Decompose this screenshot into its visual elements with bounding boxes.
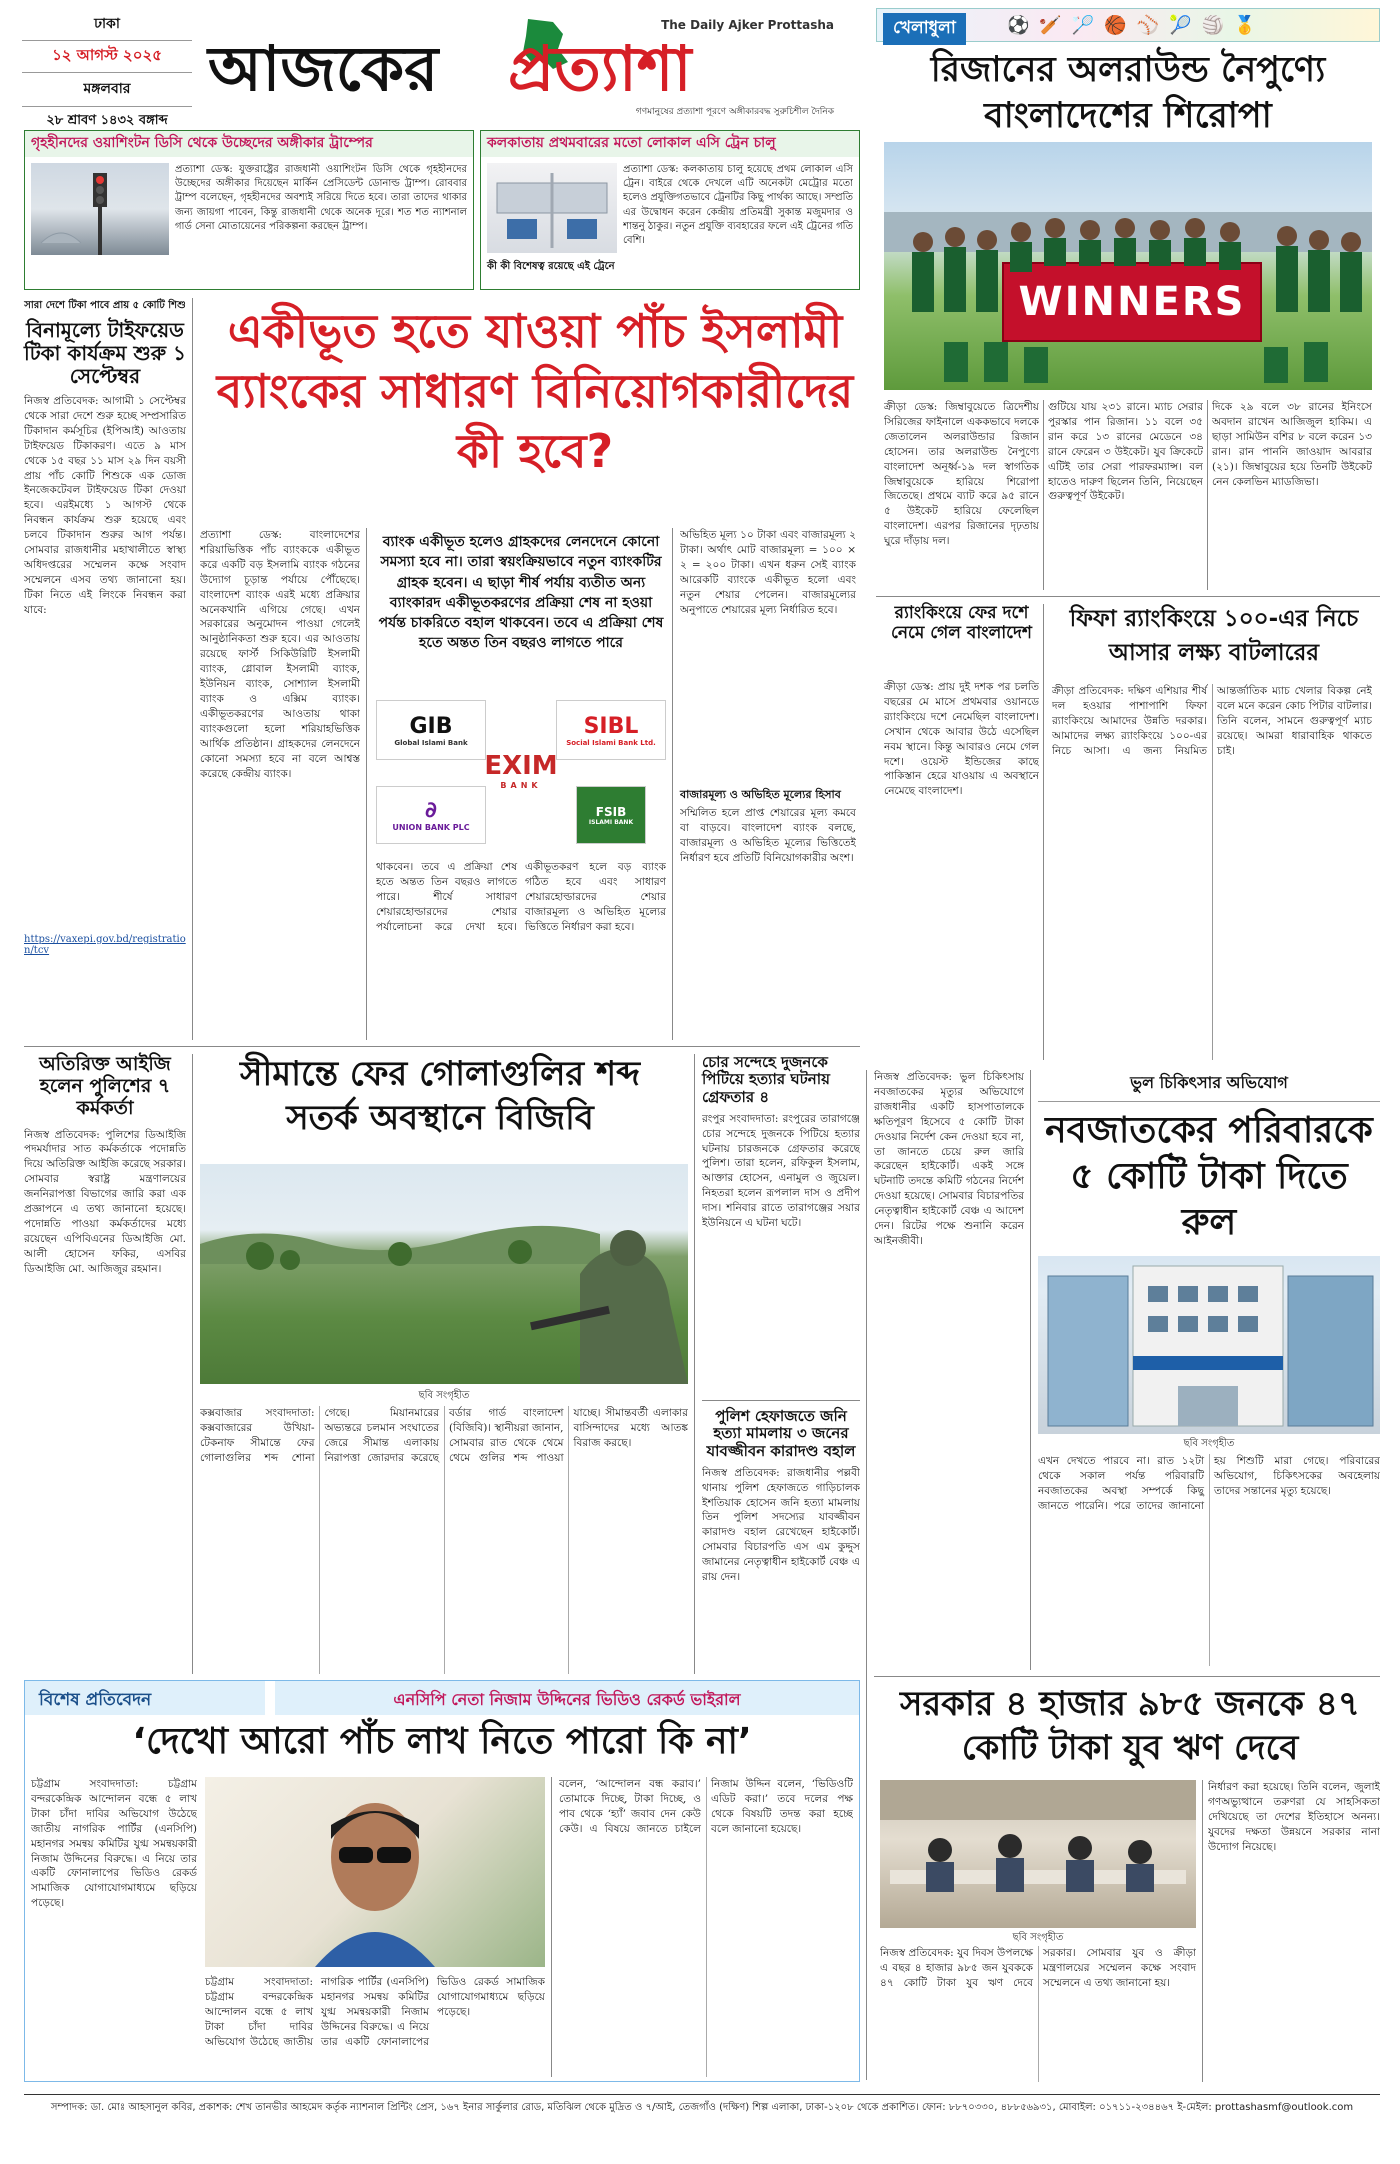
column-rule (1207, 400, 1208, 590)
column-rule (366, 528, 367, 1040)
fifa-headline-line2: আসার লক্ষ্য বাটলারের (1108, 640, 1320, 666)
vaccine-headline: বিনামূল্যে টাইফয়েড টিকা কার্যক্রম শুরু ১ সেপ্টেম্বর (24, 318, 186, 388)
masthead-logo (208, 14, 848, 117)
sports-headline: রিজানের অলরাউন্ড নৈপুণ্যে বাংলাদেশের শিরোপা (930, 50, 1326, 136)
column-rule (866, 1070, 867, 2080)
police-story (24, 1054, 186, 1674)
column-rule (672, 528, 673, 1040)
police-headline: অতিরিক্ত আইজি হলেন পুলিশের ৭ কর্মকর্তা (39, 1053, 171, 1119)
youth-loan-photo (880, 1780, 1196, 1928)
portrait-icon (205, 1777, 545, 1967)
youth-loan-caption: ছবি সংগৃহীত (1012, 1932, 1064, 1943)
soldier-and-field-icon (200, 1164, 688, 1384)
traffic-light-icon (31, 163, 169, 255)
section-rule (702, 1400, 860, 1401)
fifa-headline-line1: ফিফা র‍্যাংকিংয়ে ১০০-এর নিচে (1069, 606, 1359, 632)
dateline-english-date: ১২ আগস্ট ২০২৫ (22, 40, 192, 73)
sports-body-col1: ক্রীড়া ডেস্ক: জিম্বাবুয়েতে ত্রিদেশীয় সিরিজের ফাইনালে এককভাবে দলকে জেতালেন অলরাউন্ডার রিজান হোসেন। তার অলরাউন্ড নৈপুণ্যে বাংলাদেশ অনূর্ধ্ব-১৯ দল স্বাগতিক জিম্বাবুয়েকে হারিয়ে শিরোপা জিতেছে। প্রথমে ব্যাট করে ৯৫ রানে ৫ উইকেট হারিয়ে ফেলেছিল বাংলাদেশ। এরপর রিজানের দৃঢ়তায় ঘুরে দাঁড়ায় দল। (884, 401, 1039, 548)
column-rule (192, 298, 193, 1040)
section-rule (876, 596, 1380, 597)
treatment-story-left-col (874, 1070, 1024, 1670)
top-mid-story (480, 130, 860, 290)
youth-loan-body-right: নির্ধারণ করা হয়েছে। তিনি বলেন, জুলাই গণঅভ্যুত্থানে তরুণরা যে সাহসিকতা দেখিয়েছে তা দেশের ইতিহাসে অনন্য। যুবদের দক্ষতা উন্নয়নে সরকার নানা উদ্যোগ নিয়েছে। (1208, 1781, 1380, 1853)
top-mid-story-subhead: কী কী বিশেষত্ব রয়েছে এই ট্রেনে (487, 261, 615, 272)
union-bank-emblem-icon: ∂ (425, 798, 437, 823)
top-left-story-body: প্রত্যাশা ডেস্ক: যুক্তরাষ্ট্রের রাজধানী ওয়াশিংটন ডিসি থেকে গৃহহীনদের উচ্ছেদের অঙ্গীকার দিয়েছেন মার্কিন প্রেসিডেন্ট ডোনাল্ড ট্রাম্প। রোববার ট্রাম্প বলেছেন, গৃহহীনদের অবশ্যই সরিয়ে দিতে হবে। তারা তাদের থাকার জন্য জায়গা পাবেন, কিন্তু রাজধানী থেকে অনেক দূরে। শত শত ন্যাশনাল গার্ড সেনা মোতায়েনের পরিকল্পনা করছেন ট্রাম্প। (175, 164, 467, 232)
column-rule (1043, 400, 1044, 590)
vaccine-story (24, 298, 186, 1040)
sports-section (876, 8, 1380, 1068)
dateline-box (22, 12, 192, 128)
youth-loan-headline: সরকার ৪ হাজার ৯৮৫ জনকে ৪৭ কোটি টাকা যুব ঋণ দেবে (900, 1684, 1360, 1769)
hospital-photo (1038, 1256, 1380, 1434)
union-bank-logo (376, 786, 486, 844)
sibl-logo-subtext: Social Islami Bank Ltd. (566, 738, 656, 747)
masthead-title-prottasha: প্রত্যাশা (508, 32, 692, 105)
footer-rule (24, 2094, 1380, 2095)
sports-body-col3: দিকে ২৯ বলে ৩৮ রানের ইনিংসে অবদান রাখেন আজিজুল হাকিম। এ ছাড়া সামিউন বশির ৮ বলে করেন ১৩ রান। রান পাননি জাওয়াদ আবরার (২১)। জিম্বাবুয়ের হয়ে তিনটি উইকেট নেন কেলভিন ম্যাডজিভা। (1212, 401, 1372, 488)
youth-loan-body-left: নিজস্ব প্রতিবেদক: যুব দিবস উপলক্ষে এ বছর ৪ হাজার ৯৮৫ জন যুবককে ৪৭ কোটি টাকা যুব ঋণ দেবে সরকার। সোমবার যুব ও ক্রীড়া মন্ত্রণালয়ের সম্মেলন কক্ষে সংবাদ সম্মেলনে এ তথ্য জানানো হয়। (880, 1947, 1196, 1989)
players-group (884, 142, 1372, 390)
column-rule (192, 1054, 193, 1674)
top-mid-story-body: প্রত্যাশা ডেস্ক: কলকাতায় চালু হয়েছে প্রথম লোকাল এসি ট্রেন। বাইরে থেকে দেখলে এটি অনেকটা মেট্রোর মতো হলেও প্রযুক্তিগতভাবে ট্রেনটির কিছু পার্থক্য আছে। সম্প্রতি এর উদ্বোধন করেন কেন্দ্রীয় প্রতিমন্ত্রী সুকান্ত মজুমদার ও শান্তনু ঠাকুর। নতুন প্রযুক্তি ব্যবহারের ফলে এই ট্রেনের গতি বেশি। (623, 164, 853, 246)
top-left-story (24, 130, 474, 290)
border-body: কক্সবাজার সংবাদদাতা: কক্সবাজারের উখিয়া-টেকনাফ সীমান্তে ফের গোলাগুলির শব্দ শোনা গেছে। মিয়ানমারের অভ্যন্তরে চলমান সংঘাতের জেরে সীমান্ত এলাকায় নিরাপত্তা জোরদার করেছে বর্ডার গার্ড বাংলাদেশ (বিজিবি)। স্থানীয়রা জানান, সোমবার রাত থেকে থেমে থেমে গুলির শব্দ পাওয়া যাচ্ছে। সীমান্তবর্তী এলাকার বাসিন্দাদের মধ্যে আতঙ্ক বিরাজ করছে। (200, 1407, 688, 1464)
gib-logo-subtext: Global Islami Bank (394, 738, 468, 747)
vaccine-kicker: সারা দেশে টিকা পাবে প্রায় ৫ কোটি শিশু (24, 300, 186, 311)
column-rule (1030, 1070, 1031, 1670)
fifa-body: ক্রীড়া প্রতিবেদক: দক্ষিণ এশিয়ার শীর্ষ দল হওয়ার পাশাপাশি ফিফা র‍্যাংকিংয়ে আমাদের উন্নতি দরকার। আমাদের লক্ষ্য র‍্যাংকিংয়ে ১০০-এর নিচে আসা। এ জন্য নিয়মিত আন্তর্জাতিক ম্যাচ খেলার বিকল্প নেই বলে মনে করেন কোচ পিটার বাটলার। তিনি বলেন, সামনে গুরুত্বপূর্ণ ম্যাচ রয়েছে। আমরা ধারাবাহিক থাকতে চাই। (1052, 685, 1372, 757)
top-mid-story-headline: কলকাতায় প্রথমবারের মতো লোকাল এসি ট্রেন চালু (481, 131, 859, 157)
lead-body-col4: সম্মিলিত হলে প্রাপ্ত শেয়ারের মূল্য কমবে বা বাড়বে। বাংলাদেশ ব্যাংক বলছে, বাজারমূল্য ও অভিহিত মূল্যের ভিত্তিতেই নির্ধারণ হবে প্রতিটি বিনিয়োগকারীর অংশ। (680, 807, 856, 864)
special-report (24, 1680, 860, 2082)
treatment-body-left: নিজস্ব প্রতিবেদক: ভুল চিকিৎসায় নবজাতকের মৃত্যুর অভিযোগে রাজধানীর একটি হাসপাতালকে ক্ষতিপূরণ হিসেবে ৫ কোটি টাকা দেওয়ার নির্দেশ কেন দেওয়া হবে না, তা জানতে চেয়ে রুল জারি করেছেন হাইকোর্ট। একই সঙ্গে ঘটনাটি তদন্তে কমিটি গঠনের নির্দেশ দেওয়া হয়েছে। সোমবার বিচারপতির নেতৃত্বাধীন হাইকোর্ট বেঞ্চ এ আদেশ দেন। রিটের পক্ষে শুনানি করেন আইনজীবী। (874, 1071, 1024, 1247)
lead-body-col3: অভিহিত মূল্য ১০ টাকা এবং বাজারমূল্য ২ টাকা। অর্থাৎ মোট বাজারমূল্য = ১০০ × ২ = ২০০ টাকা। এখন ধরুন সেই ব্যাংক আরেকটি ব্যাংকে একীভূত হলো এবং নতুন শেয়ার পেলেন। বাজারমূল্যের অনুপাতে শেয়ারের মূল্য নির্ধারিত হবে। (680, 529, 856, 616)
lead-body-left: প্রত্যাশা ডেস্ক: বাংলাদেশের শরিয়াভিত্তিক পাঁচ ব্যাংককে একীভূত করে একটি বড় ইসলামি ব্যাংক গঠনের উদ্যোগ চূড়ান্ত পর্যায়ে পৌঁছেছে। বাংলাদেশ ব্যাংক এরই মধ্যে প্রক্রিয়ার অনেকখানি এগিয়ে গেছে। এখন সরকারের অনুমোদন পাওয়া গেলেই আনুষ্ঠানিকতা শুরু হবে। এর আওতায় রয়েছে ফার্স্ট সিকিউরিটি ইসলামী ব্যাংক, গ্লোবাল ইসলামী ব্যাংক, ইউনিয়ন ব্যাংক, সোশ্যাল ইসলামী ব্যাংক ও এক্সিম ব্যাংক। একীভূতকরণের আওতায় থাকা ব্যাংকগুলো হলো শরিয়াহভিত্তিক আর্থিক প্রতিষ্ঠান। গ্রাহকদের লেনদেনে কোনো সমস্যা হবে না বলে আশ্বস্ত করেছে কেন্দ্রীয় ব্যাংক। (200, 529, 360, 780)
ranking-body: ক্রীড়া ডেস্ক: প্রায় দুই দশক পর চলতি বছরের মে মাসে প্রথমবার ওয়ানডে র‍্যাংকিংয়ে দশে নেমেছিল বাংলাদেশ। সেখান থেকে আবার উঠে এসেছিল নবম স্থানে। কিন্তু আবারও নেমে গেল দশে। ওয়েস্ট ইন্ডিজের কাছে পাকিস্তান হেরে যাওয়ায় এ অবস্থানে নেমেছে বাংলাদেশ। (884, 681, 1039, 798)
section-rule (874, 1676, 1380, 1677)
special-report-headline: ‘দেখো আরো পাঁচ লাখ নিতে পারো কি না’ (132, 1721, 752, 1762)
gib-logo-text: GIB (409, 713, 453, 739)
dateline-bengali-date: ২৮ শ্রাবণ ১৪৩২ বঙ্গাব্দ (22, 106, 192, 132)
lead-quote: ব্যাংক একীভূত হলেও গ্রাহকদের লেনদেনে কোনো সমস্যা হবে না। তারা স্বয়ংক্রিয়ভাবে নতুন ব্যাংকটির গ্রাহক হবেন। এ ছাড়া শীর্ষ পর্যায় ব্যতীত অন্য ব্যাংকারদ একীভূতকরণের প্রক্রিয়া শেষ না হওয়া পর্যন্ত চাকরিতে বহাল থাকবেন। তবে এ প্রক্রিয়া শেষ হতে অন্তত তিন বছরও লাগতে পারে (378, 534, 664, 652)
fsib-logo (576, 786, 646, 844)
winners-banner-text: WINNERS (1018, 279, 1246, 325)
special-report-body-continued: চট্টগ্রাম সংবাদদাতা: চট্টগ্রাম বন্দরকেন্দ্রিক আন্দোলন বন্ধে ৫ লাখ টাকা চাঁদা দাবির অভিযোগ উঠেছে জাতীয় নাগরিক পার্টির (এনসিপি) মহানগর সমন্বয় কমিটির যুগ্ম সমন্বয়কারী নিজাম উদ্দিনের বিরুদ্ধে। এ নিয়ে তার একটি ফোনালাপের ভিডিও রেকর্ড সামাজিক যোগাযোগমাধ্যমে ছড়িয়ে পড়েছে। (205, 1976, 545, 2048)
lead-headline: একীভূত হতে যাওয়া পাঁচ ইসলামী ব্যাংকের সাধারণ বিনিয়োগকারীদের কী হবে? (216, 304, 854, 478)
custody-body: নিজস্ব প্রতিবেদক: রাজধানীর পল্লবী থানায় পুলিশ হেফাজতে গাড়িচালক ইশতিয়াক হোসেন জনি হত্যা মামলায় তিন পুলিশ সদস্যের যাবজ্জীবন কারাদণ্ড বহাল রেখেছেন হাইকোর্ট। সোমবার বিচারপতি এস এম কুদ্দুস জামানের নেতৃত্বাধীন হাইকোর্ট বেঞ্চ এ রায় দেন। (702, 1466, 860, 1584)
masthead-tagline: গণমানুষের প্রত্যাশা পূরণে অঙ্গীকারবদ্ধ সুরুচিশীল দৈনিক (635, 107, 834, 117)
border-headline: সীমান্তে ফের গোলাগুলির শব্দ সতর্ক অবস্থানে বিজিবি (240, 1054, 640, 1139)
vaccine-body: নিজস্ব প্রতিবেদক: আগামী ১ সেপ্টেম্বর থেকে সারা দেশে শুরু হচ্ছে সম্প্রসারিত টিকাদান কর্মসূচির (ইপিআই) আওতায় টাইফয়েড টিকাকরণ। এতে ৯ মাস থেকে ১৫ বছর ১১ মাস ২৯ দিন বয়সী প্রায় পাঁচ কোটি শিশুকে এক ডোজ ইনজেকটেবল টাইফয়েড টিকা দেওয়া হবে। এরইমধ্যে ১ আগস্ট থেকে নিবন্ধন কার্যক্রম শুরু হয়েছে এবং চলবে টিকাদান শুরুর আগ পর্যন্ত। সোমবার রাজধানীর মহাখালীতে স্বাস্থ্য অধিদপ্তরের সম্মেলন কক্ষে সংবাদ সম্মেলনে এসব তথ্য জানানো হয়। টিকা নিতে এই লিংকে নিবন্ধন করা যাবে: (24, 395, 186, 616)
imprint-footer: সম্পাদক: ডা. মোঃ আহসানুল কবির, প্রকাশক: শেখ তানভীর আহমেদ কর্তৃক ন্যাশনাল প্রিন্টিং প্রেস, ১৬৭ ইনার সার্কুলার রোড, মতিঝিল থেকে মুদ্রিত ও ৭/আই, তেজগাঁও (দক্ষিণ) শিল্প এলাকা, ঢাকা-১২০৮ থেকে প্রকাশিত। ফোন: ৮৮৭০৩৩০, ৪৮৮৫৬৯৩১, মোবাইল: ০১৭১১-২৩৪৪৬৭ ই-মেইল: prottashasmf@outlook.com (50, 2102, 1354, 2113)
special-report-kicker: এনসিপি নেতা নিজাম উদ্দিনের ভিডিও রেকর্ড ভাইরাল (275, 1681, 859, 1715)
bank-logos (376, 700, 676, 850)
column-rule (694, 1054, 695, 1674)
lead-subhead: বাজারমূল্য ও অভিহিত মূল্যের হিসাব (680, 788, 841, 801)
ranking-headline: র‍্যাংকিংয়ে ফের দশে নেমে গেল বাংলাদেশ (891, 603, 1032, 643)
sports-section-header (876, 8, 1380, 42)
treatment-story (1038, 1070, 1380, 1670)
lead-body-mid: থাকবেন। তবে এ প্রক্রিয়া শেষ হতে অন্তত তিন বছরও লাগতে পারে। শীর্ষে সাধারণ শেয়ারহোল্ডারদের শেয়ার পর্যালোচনা করে দেখা হবে। একীভূতকরণ হলে বড় ব্যাংক গঠিত হবে এবং সাধারণ শেয়ারহোল্ডারদের শেয়ার বাজারমূল্য ও অভিহিত মূল্যের ভিত্তিতে নির্ধারণ করা হবে। (376, 861, 666, 933)
sports-body-col2: গুটিয়ে যায় ২৩১ রানে। ম্যাচ সেরার পুরস্কার পান রিজান। ১১ বলে ৩৫ রান করে ১৩ রানের মেডেনে ৩৪ রানে ফেরেন ৩ উইকেট। যুব ক্রিকেটে এটিই তার সেরা পারফরম্যান্স। বল হাতেও দারুণ ছিলেন তিনি, নিয়েছেন গুরুত্বপূর্ণ উইকেট। (1048, 401, 1203, 503)
masthead-title-ajker: আজকের (208, 32, 439, 105)
exim-logo-text: EXIM (484, 750, 558, 781)
press-conference-icon (880, 1780, 1196, 1928)
treatment-caption: ছবি সংগৃহীত (1183, 1438, 1235, 1449)
union-bank-logo-text: UNION BANK PLC (392, 823, 470, 832)
special-report-body-left: চট্টগ্রাম সংবাদদাতা: চট্টগ্রাম বন্দরকেন্দ্রিক আন্দোলন বন্ধে ৫ লাখ টাকা চাঁদা দাবির অভিযোগ উঠেছে জাতীয় নাগরিক পার্টির (এনসিপি) মহানগর সমন্বয় কমিটির যুগ্ম সমন্বয়কারী নিজাম উদ্দিনের বিরুদ্ধে। এ নিয়ে তার একটি ফোনালাপের ভিডিও রেকর্ড সামাজিক যোগাযোগমাধ্যমে ছড়িয়ে পড়েছে। (31, 1778, 197, 1910)
vaccine-registration-link[interactable]: https://vaxepi.gov.bd/registration/tcv (24, 934, 186, 956)
masthead-english-name: The Daily Ajker Prottasha (661, 18, 834, 32)
column-rule (1202, 1780, 1203, 2082)
special-report-label: বিশেষ প্রতিবেদন (25, 1681, 265, 1715)
cricket-team-photo (884, 142, 1372, 390)
capitol-photo (31, 163, 169, 255)
custody-headline: পুলিশ হেফাজতে জনি হত্যা মামলায় ৩ জনের যাবজ্জীবন কারাদণ্ড বহাল (706, 1407, 856, 1460)
train-interior-photo (487, 163, 617, 253)
robbery-body: রংপুর সংবাদদাতা: রংপুরের তারাগঞ্জে চোর সন্দেহে দুজনকে পিটিয়ে হত্যার ঘটনায় চারজনকে গ্রেফতার করেছে পুলিশ। তারা হলেন, রফিকুল ইসলাম, আক্তার হোসেন, এনামুল ও জুয়েল। নিহতরা হলেন রূপলাল দাস ও প্রদীপ দাস। শনিবার রাতে তারাগঞ্জের সয়ার ইউনিয়নে এ ঘটনা ঘটে। (702, 1112, 860, 1230)
treatment-kicker: ভুল চিকিৎসার অভিযোগ (1038, 1070, 1380, 1102)
column-rule (1043, 604, 1044, 1060)
hospital-building-icon (1038, 1256, 1380, 1434)
fsib-logo-text: FSIB (595, 804, 627, 819)
nizam-uddin-photo (205, 1777, 545, 1967)
treatment-headline: নবজাতকের পরিবারকে ৫ কোটি টাকা দিতে রুল (1045, 1110, 1373, 1244)
exim-logo-subtext: BANK (500, 780, 542, 790)
top-left-story-headline: গৃহহীনদের ওয়াশিংটন ডিসি থেকে উচ্ছেদের অঙ্গীকার ট্রাম্পের (25, 131, 473, 157)
fsib-logo-subtext: ISLAMI BANK (588, 818, 634, 826)
special-report-body-right: বলেন, ‘আন্দোলন বন্ধ করাব।’ তোমাকে দিচ্ছে, টাকা দিচ্ছে, ও পাব থেকে ‘হ্যাঁ’ জবাব দেন কেউ কেউ। এ বিষয়ে জানতে চাইলে নিজাম উদ্দিন বলেন, ‘ভিডিওটি এডিট করা।’ তবে দলের পক্ষ থেকে বিষয়টি তদন্ত করা হচ্ছে বলে জানানো হয়েছে। (559, 1778, 853, 1835)
sibl-logo-text: SIBL (583, 713, 639, 739)
robbery-headline: চোর সন্দেহে দুজনকে পিটিয়ে হত্যার ঘটনায় গ্রেফতার ৪ (702, 1053, 830, 1106)
special-report-body-mid (205, 1975, 545, 2077)
sports-icons: ⚽🏏🏸🏀⚾🎾🏐🥇 (1007, 15, 1267, 36)
border-caption: ছবি সংগৃহীত (418, 1390, 470, 1401)
train-seats-icon (487, 163, 617, 253)
section-rule (24, 1046, 860, 1047)
treatment-body-right: এখন দেখতে পারবে না। রাত ১২টা থেকে সকাল পর্যন্ত পরিবারটি নবজাতকের অবস্থা সম্পর্কে কিছু জানতে পারেনি। পরে তাদের জানানো হয় শিশুটি মারা গেছে। পরিবারের অভিযোগ, চিকিৎসকের অবহেলায় তাদের সন্তানের মৃত্যু হয়েছে। (1038, 1455, 1380, 1512)
custody-story (702, 1408, 860, 1674)
sports-section-label: খেলাধুলা (883, 13, 966, 45)
dateline-city: ঢাকা (94, 16, 120, 32)
column-rule (551, 1777, 552, 2077)
police-body: নিজস্ব প্রতিবেদক: পুলিশের ডিআইজি পদমর্যাদার সাত কর্মকর্তাকে পদোন্নতি দিয়ে অতিরিক্ত আইজি করেছে সরকার। সোমবার স্বরাষ্ট্র মন্ত্রণালয়ের জননিরাপত্তা বিভাগের জারি করা এক প্রজ্ঞাপনে এ তথ্য জানানো হয়েছে। পদোন্নতি পাওয়া কর্মকর্তাদের মধ্যে রয়েছেন এপিবিএনের ডিআইজি মো. আলী হোসেন ফকির, এসবির ডিআইজি মো. আজিজুর রহমান। (24, 1128, 186, 1275)
border-photo (200, 1164, 688, 1384)
dateline-weekday: মঙ্গলবার (83, 81, 131, 97)
robbery-story (702, 1054, 860, 1394)
